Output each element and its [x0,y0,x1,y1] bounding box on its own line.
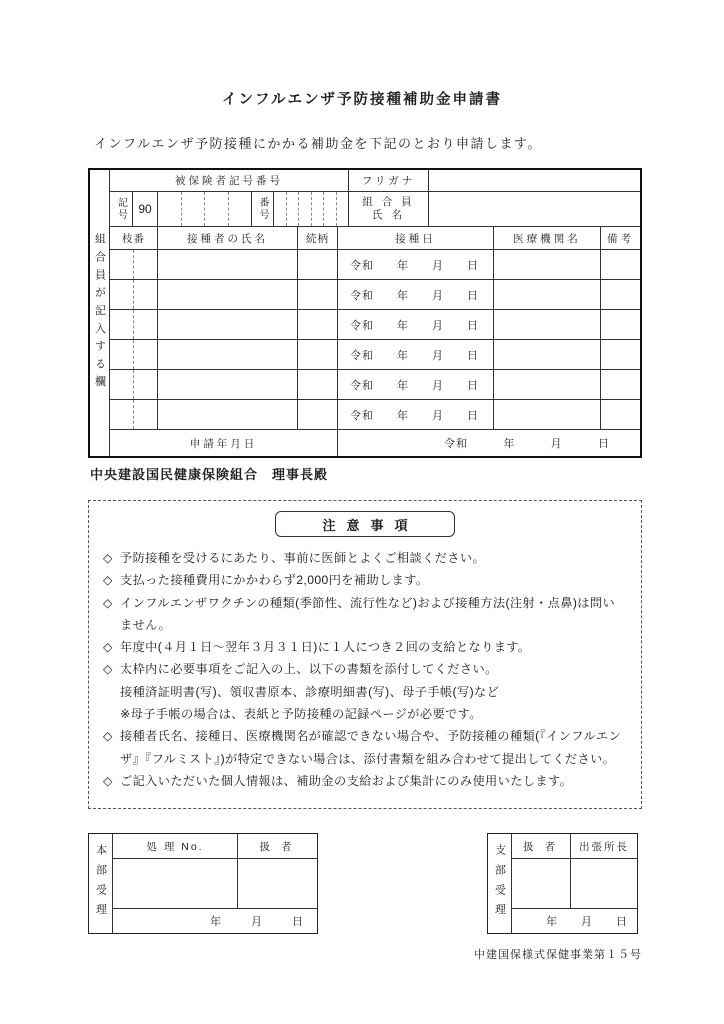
relationship-cell[interactable] [298,400,338,429]
member-name-label-line1: 組 合 員 [362,196,415,208]
medical-institution-cell[interactable] [494,250,601,279]
col-branch-no: 枝番 [110,227,158,249]
diamond-icon: ◇ [103,773,113,788]
handler-label: 扱 者 [259,840,296,853]
day-label: 日 [467,349,479,362]
note-text: 支払った接種費用にかかわらず2,000円を補助します。 [120,573,429,588]
vaccination-date-cell[interactable] [338,310,494,339]
day-label: 日 [292,916,303,928]
branch-entry-row [512,859,637,909]
branch-no-box[interactable] [110,400,134,429]
day-label: 日 [616,916,627,928]
table-row [110,250,640,280]
month-label: 月 [550,438,563,450]
vaccinee-name-cell[interactable] [158,310,298,339]
note-item [103,569,627,591]
year-label: 年 [397,379,409,392]
hq-date-cell[interactable] [113,909,317,933]
remarks-cell[interactable] [601,340,640,369]
day-label: 日 [467,409,479,422]
hq-receipt-side-label: 本部受理 [89,834,113,933]
application-date-cell[interactable] [338,430,640,456]
notes-title: 注意事項 [275,511,455,537]
branch-no-box[interactable] [134,280,157,309]
month-label: 月 [581,916,592,928]
member-name-label-line2: 氏 名 [372,209,405,221]
era-label: 令和 [444,438,468,450]
vaccinee-name-cell[interactable] [158,400,298,429]
handler-stamp-cell[interactable] [512,859,571,908]
note-text: ※母子手帳の場合は、表紙と予防接種の記録ページが必要です。 [120,707,482,722]
col-vaccinee-name: 接種者の氏名 [158,227,298,249]
table-row [110,280,640,310]
diamond-icon: ◇ [103,551,113,565]
branch-no-box[interactable] [110,250,134,279]
branch-receipt-table [487,833,638,934]
form-number: 中建国保様式保健事業第１５号 [474,949,642,961]
intro-text: インフルエンザ予防接種にかかる補助金を下記のとおり申請します。 [94,136,542,151]
note-text: 太枠内に必要事項をご記入の上、以下の書類を添付してください。 [120,662,498,677]
hq-date-row [113,909,317,933]
note-text: 接種者氏名、接種日、医療機関名が確認できない場合や、予防接種の種類(『インフルエンザ』『フルミスト』)が特定できない場合は、添付書類を組み合わせて提出してください。 [120,729,622,766]
note-text: 年度中(４月１日～翌年３月３１日)に１人につき２回の支給となります。 [120,640,531,655]
side-label-member-fill-area: 組合員が記入する欄 [90,170,110,456]
kigo-label [110,192,133,226]
col-remarks: 備考 [607,232,634,245]
note-item [103,725,627,770]
branch-no-box[interactable] [110,370,134,399]
month-label: 月 [432,349,444,362]
vaccination-date-cell[interactable] [338,250,494,279]
bango-digit-box[interactable] [274,192,287,226]
note-subitem [103,703,627,725]
member-name-label [349,192,429,226]
branch-no-box[interactable] [110,310,134,339]
medical-institution-cell[interactable] [494,280,601,309]
note-text: ご記入いただいた個人情報は、補助金の支給および集計にのみ使用いたします。 [120,773,573,788]
office-chief-stamp-cell[interactable] [571,859,637,908]
note-item [103,636,627,658]
remarks-cell[interactable] [601,310,640,339]
kigo-label-text: 記号 [115,197,127,221]
era-label: 令和 [350,379,374,392]
bango-digit-box[interactable] [287,192,300,226]
page-title: インフルエンザ予防接種補助金申請書 [222,92,502,108]
relationship-cell[interactable] [298,250,338,279]
member-name-input-cell[interactable] [429,192,640,226]
insured-number-row [110,192,640,227]
branch-no-cell[interactable] [110,370,158,399]
branch-receipt-side-label: 支部受理 [488,834,512,933]
bango-digit-box[interactable] [299,192,312,226]
bango-label-text: 番号 [257,197,268,221]
medical-institution-cell[interactable] [494,340,601,369]
application-date-row [110,430,640,456]
day-label: 日 [467,379,479,392]
month-label: 月 [432,319,444,332]
process-no-label: 処 理 No. [113,834,238,858]
bango-digit-box[interactable] [324,192,337,226]
kigo-digit-boxes[interactable] [158,192,252,226]
year-label: 年 [397,259,409,272]
note-item [103,658,627,680]
remarks-cell[interactable] [601,370,640,399]
year-label: 年 [397,289,409,302]
medical-institution-cell[interactable] [494,400,601,429]
era-label: 令和 [350,319,374,332]
month-label: 月 [432,289,444,302]
era-label: 令和 [350,409,374,422]
branch-no-cell[interactable] [110,280,158,309]
handler-stamp-cell[interactable] [238,859,317,908]
table-row [110,340,640,370]
branch-no-cell[interactable] [110,340,158,369]
vaccination-date-cell[interactable] [338,400,494,429]
vaccination-date-cell[interactable] [338,340,494,369]
month-label: 月 [432,379,444,392]
era-label: 令和 [350,289,374,302]
note-text: 接種済証明書(写)、領収書原本、診療明細書(写)、母子手帳(写)など [120,684,500,699]
year-label: 年 [397,349,409,362]
diamond-icon: ◇ [103,595,113,610]
branch-date-row [512,909,637,933]
branch-no-cell[interactable] [110,400,158,429]
col-relationship: 続柄 [298,227,338,249]
note-item [103,592,627,637]
kigo-digit-box[interactable] [182,192,206,226]
process-no-boxes[interactable] [113,859,238,908]
addressee: 中央建設国民健康保険組合 理事長殿 [90,467,329,482]
branch-no-cell[interactable] [110,310,158,339]
year-label: 年 [546,916,557,928]
branch-no-box[interactable] [134,250,157,279]
relationship-cell[interactable] [298,370,338,399]
vaccination-date-cell[interactable] [338,370,494,399]
medical-institution-cell[interactable] [494,310,601,339]
bango-label [252,192,274,226]
year-label: 年 [397,409,409,422]
vaccinee-name-cell[interactable] [158,340,298,369]
bango-digit-box[interactable] [337,192,349,226]
note-text: 予防接種を受けるにあたり、事前に医師とよくご相談ください。 [120,551,486,565]
branch-no-cell[interactable] [110,250,158,279]
branch-no-box[interactable] [134,370,157,399]
bango-digit-box[interactable] [312,192,325,226]
office-chief-label: 出張所長 [579,840,629,853]
note-text: インフルエンザワクチンの種類(季節性、流行性など)および接種方法(注射・点鼻)は問いません。 [120,595,616,632]
vaccinee-name-cell[interactable] [158,280,298,309]
month-label: 月 [251,916,262,928]
branch-no-box[interactable] [110,340,134,369]
kigo-digit-box[interactable] [229,192,252,226]
remarks-cell[interactable] [601,250,640,279]
hq-receipt-table [88,833,318,934]
application-date-label: 申請年月日 [110,430,338,456]
kigo-digit-box[interactable] [158,192,182,226]
relationship-cell[interactable] [298,280,338,309]
bango-digit-boxes[interactable] [274,192,349,226]
table-row [110,370,640,400]
relationship-cell[interactable] [298,340,338,369]
branch-receipt-body [512,834,637,933]
note-item [103,547,627,569]
diamond-icon: ◇ [103,662,113,677]
notes-box [88,500,642,809]
handler-label: 扱 者 [512,834,571,858]
branch-no-box[interactable] [134,310,157,339]
year-label: 年 [210,916,221,928]
application-table-body [110,170,640,456]
col-vaccination-date: 接種日 [338,227,494,249]
relationship-cell[interactable] [298,310,338,339]
note-item [103,770,627,792]
diamond-icon: ◇ [103,729,113,744]
branch-no-box[interactable] [134,340,157,369]
column-header-row [110,227,640,250]
hq-entry-row [113,859,317,909]
era-label: 令和 [350,349,374,362]
remarks-cell[interactable] [601,280,640,309]
vaccinee-name-cell[interactable] [158,250,298,279]
application-table [88,168,642,458]
vaccinee-name-cell[interactable] [158,370,298,399]
insured-number-header-row [110,170,640,192]
year-label: 年 [503,438,516,450]
kigo-prefix-value: 90 [133,192,158,226]
note-subitem [103,681,627,703]
table-row [110,310,640,340]
hq-receipt-body [113,834,317,933]
remarks-cell[interactable] [601,400,640,429]
era-label: 令和 [350,259,374,272]
month-label: 月 [432,409,444,422]
branch-no-box[interactable] [110,280,134,309]
col-medical-institution: 医療機関名 [494,227,601,249]
kigo-digit-box[interactable] [205,192,229,226]
vaccination-date-cell[interactable] [338,280,494,309]
diamond-icon: ◇ [103,573,113,588]
table-row [110,400,640,430]
day-label: 日 [467,289,479,302]
year-label: 年 [397,319,409,332]
furigana-input-cell[interactable] [429,170,640,191]
day-label: 日 [467,319,479,332]
branch-no-box[interactable] [134,400,157,429]
medical-institution-cell[interactable] [494,370,601,399]
furigana-label: フリガナ [349,170,429,191]
branch-header-row [512,834,637,859]
month-label: 月 [432,259,444,272]
hq-header-row [113,834,317,859]
branch-date-cell[interactable] [512,909,637,933]
day-label: 日 [597,438,610,450]
diamond-icon: ◇ [103,640,113,655]
day-label: 日 [467,259,479,272]
insured-number-label: 被保険者記号番号 [110,170,349,191]
